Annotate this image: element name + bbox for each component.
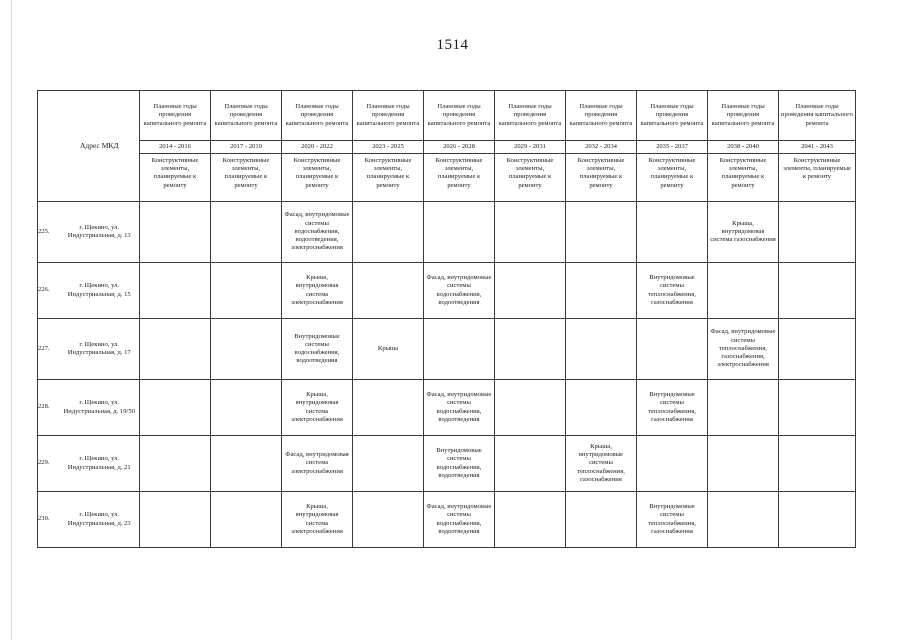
repair-elements-cell: Внутридомовые системы теплоснабжения, газоснабжения <box>637 263 708 319</box>
header-row-periods <box>38 141 856 154</box>
repair-elements-cell <box>566 492 637 548</box>
planned-years-header: Плановые годы проведения капитального ремонта <box>566 91 637 141</box>
table-row <box>38 436 856 492</box>
repair-elements-cell: Крыша, внутридомовая система электроснабжения <box>282 492 353 548</box>
elements-header: Конструктивные элементы, планируемые к ремонту <box>282 154 353 202</box>
planned-years-header: Плановые годы проведения капитального ремонта <box>495 91 566 141</box>
repair-elements-cell <box>779 492 856 548</box>
repair-elements-cell: Крыша, внутридомовая система электроснабжения <box>282 263 353 319</box>
planned-years-header: Плановые годы проведения капитального ремонта <box>140 91 211 141</box>
period-header: 2020 - 2022 <box>282 141 353 154</box>
address-cell: г. Щекино, ул. Индустриальная, д. 15 <box>60 263 140 319</box>
repair-elements-cell <box>637 319 708 380</box>
repair-elements-cell: Фасад, внутридомовые системы водоснабжения, водоотведения <box>424 380 495 436</box>
elements-header: Конструктивные элементы, планируемые к ремонту <box>637 154 708 202</box>
elements-header: Конструктивные элементы, планируемые к ремонту <box>140 154 211 202</box>
repair-elements-cell: Крыша, внутридомовые системы теплоснабжения, газоснабжения <box>566 436 637 492</box>
address-cell: г. Щекино, ул. Индустриальная, д. 19/50 <box>60 380 140 436</box>
period-header: 2041 - 2043 <box>779 141 856 154</box>
planned-years-header: Плановые годы проведения капитального ремонта <box>779 91 856 141</box>
page-number: 1514 <box>436 37 469 53</box>
elements-header: Конструктивные элементы, планируемые к ремонту <box>353 154 424 202</box>
repair-elements-cell: Внутридомовые системы теплоснабжения, газоснабжения <box>637 380 708 436</box>
repair-elements-cell <box>140 380 211 436</box>
row-number: 226. <box>38 263 60 319</box>
repair-elements-cell <box>495 436 566 492</box>
repair-elements-cell <box>779 319 856 380</box>
row-number: 228. <box>38 380 60 436</box>
repair-elements-cell <box>495 263 566 319</box>
planned-years-header: Плановые годы проведения капитального ремонта <box>282 91 353 141</box>
repair-elements-cell: Фасад, внутридомовые системы теплоснабжения, газоснабжения, электроснабжения <box>708 319 779 380</box>
repair-elements-cell <box>708 492 779 548</box>
repair-elements-cell <box>140 202 211 263</box>
repair-elements-cell <box>353 436 424 492</box>
elements-header: Конструктивные элементы, планируемые к ремонту <box>708 154 779 202</box>
period-header: 2035 - 2037 <box>637 141 708 154</box>
table-row <box>38 319 856 380</box>
address-cell: г. Щекино, ул. Индустриальная, д. 13 <box>60 202 140 263</box>
repair-elements-cell <box>566 380 637 436</box>
elements-header: Конструктивные элементы, планируемые к ремонту <box>424 154 495 202</box>
planned-years-header: Плановые годы проведения капитального ремонта <box>424 91 495 141</box>
period-header: 2026 - 2028 <box>424 141 495 154</box>
repair-elements-cell: Фасад, внутридомовые системы водоснабжения, водоотведения <box>424 263 495 319</box>
repair-elements-cell <box>637 436 708 492</box>
planned-years-header: Плановые годы проведения капитального ремонта <box>637 91 708 141</box>
repair-elements-cell <box>779 436 856 492</box>
repair-elements-cell <box>708 380 779 436</box>
elements-header: Конструктивные элементы, планируемые к ремонту <box>495 154 566 202</box>
repair-elements-cell <box>424 319 495 380</box>
repair-elements-cell: Фасад, внутридомовые системы водоснабжения, водоотведения <box>424 492 495 548</box>
repair-elements-cell <box>211 492 282 548</box>
address-cell: г. Щекино, ул. Индустриальная, д. 21 <box>60 436 140 492</box>
repair-elements-cell <box>708 436 779 492</box>
repair-elements-cell <box>779 202 856 263</box>
repair-elements-cell <box>495 492 566 548</box>
repair-elements-cell <box>424 202 495 263</box>
table-row <box>38 263 856 319</box>
repair-elements-cell <box>211 263 282 319</box>
address-cell: г. Щекино, ул. Индустриальная, д. 23 <box>60 492 140 548</box>
repair-elements-cell: Крыша, внутридомовая система электроснабжения <box>282 380 353 436</box>
repair-elements-cell: Внутридомовые системы водоснабжения, водоотведения <box>282 319 353 380</box>
repair-elements-cell <box>211 319 282 380</box>
period-header: 2038 - 2040 <box>708 141 779 154</box>
repair-elements-cell <box>211 380 282 436</box>
repair-elements-cell <box>566 319 637 380</box>
repair-elements-cell: Внутридомовые системы теплоснабжения, газоснабжения <box>637 492 708 548</box>
table-row <box>38 380 856 436</box>
header-row-planned-years <box>38 91 856 141</box>
period-header: 2017 - 2019 <box>211 141 282 154</box>
repair-elements-cell <box>495 202 566 263</box>
header-number-cell <box>38 91 60 202</box>
header-row-elements <box>38 154 856 202</box>
period-header: 2032 - 2034 <box>566 141 637 154</box>
repair-elements-cell <box>353 263 424 319</box>
repair-elements-cell <box>140 319 211 380</box>
row-number: 229. <box>38 436 60 492</box>
repair-elements-cell <box>140 436 211 492</box>
repair-elements-cell <box>637 202 708 263</box>
capital-repair-plan-table <box>37 90 856 548</box>
repair-elements-cell <box>211 202 282 263</box>
row-number: 230. <box>38 492 60 548</box>
repair-elements-cell <box>353 202 424 263</box>
repair-elements-cell <box>353 492 424 548</box>
repair-elements-cell: Фасад, внутридомовые системы водоснабжения, водоотведения, электроснабжения <box>282 202 353 263</box>
elements-header: Конструктивные элементы, планируемые к ремонту <box>566 154 637 202</box>
period-header: 2023 - 2025 <box>353 141 424 154</box>
repair-elements-cell <box>353 380 424 436</box>
repair-elements-cell <box>211 436 282 492</box>
address-cell: г. Щекино, ул. Индустриальная, д. 17 <box>60 319 140 380</box>
elements-header: Конструктивные элементы, планируемые к ремонту <box>211 154 282 202</box>
repair-elements-cell <box>708 263 779 319</box>
row-number: 225. <box>38 202 60 263</box>
repair-elements-cell <box>140 263 211 319</box>
repair-elements-cell <box>566 263 637 319</box>
planned-years-header: Плановые годы проведения капитального ремонта <box>353 91 424 141</box>
repair-elements-cell: Крыша <box>353 319 424 380</box>
repair-elements-cell <box>495 319 566 380</box>
repair-elements-cell: Крыша, внутридомовая система газоснабжения <box>708 202 779 263</box>
repair-elements-cell <box>779 263 856 319</box>
repair-elements-cell: Фасад, внутридомовая система электроснабжения <box>282 436 353 492</box>
elements-header: Конструктивные элементы, планируемые к ремонту <box>779 154 856 202</box>
planned-years-header: Плановые годы проведения капитального ремонта <box>211 91 282 141</box>
row-number: 227. <box>38 319 60 380</box>
table-row <box>38 202 856 263</box>
page-edge-rule <box>11 0 12 640</box>
address-header: Адрес МКД <box>60 91 140 202</box>
planned-years-header: Плановые годы проведения капитального ремонта <box>708 91 779 141</box>
repair-elements-cell <box>566 202 637 263</box>
period-header: 2014 - 2016 <box>140 141 211 154</box>
repair-elements-cell: Внутридомовые системы водоснабжения, водоотведения <box>424 436 495 492</box>
table-row <box>38 492 856 548</box>
repair-elements-cell <box>140 492 211 548</box>
period-header: 2029 - 2031 <box>495 141 566 154</box>
repair-elements-cell <box>779 380 856 436</box>
repair-elements-cell <box>495 380 566 436</box>
